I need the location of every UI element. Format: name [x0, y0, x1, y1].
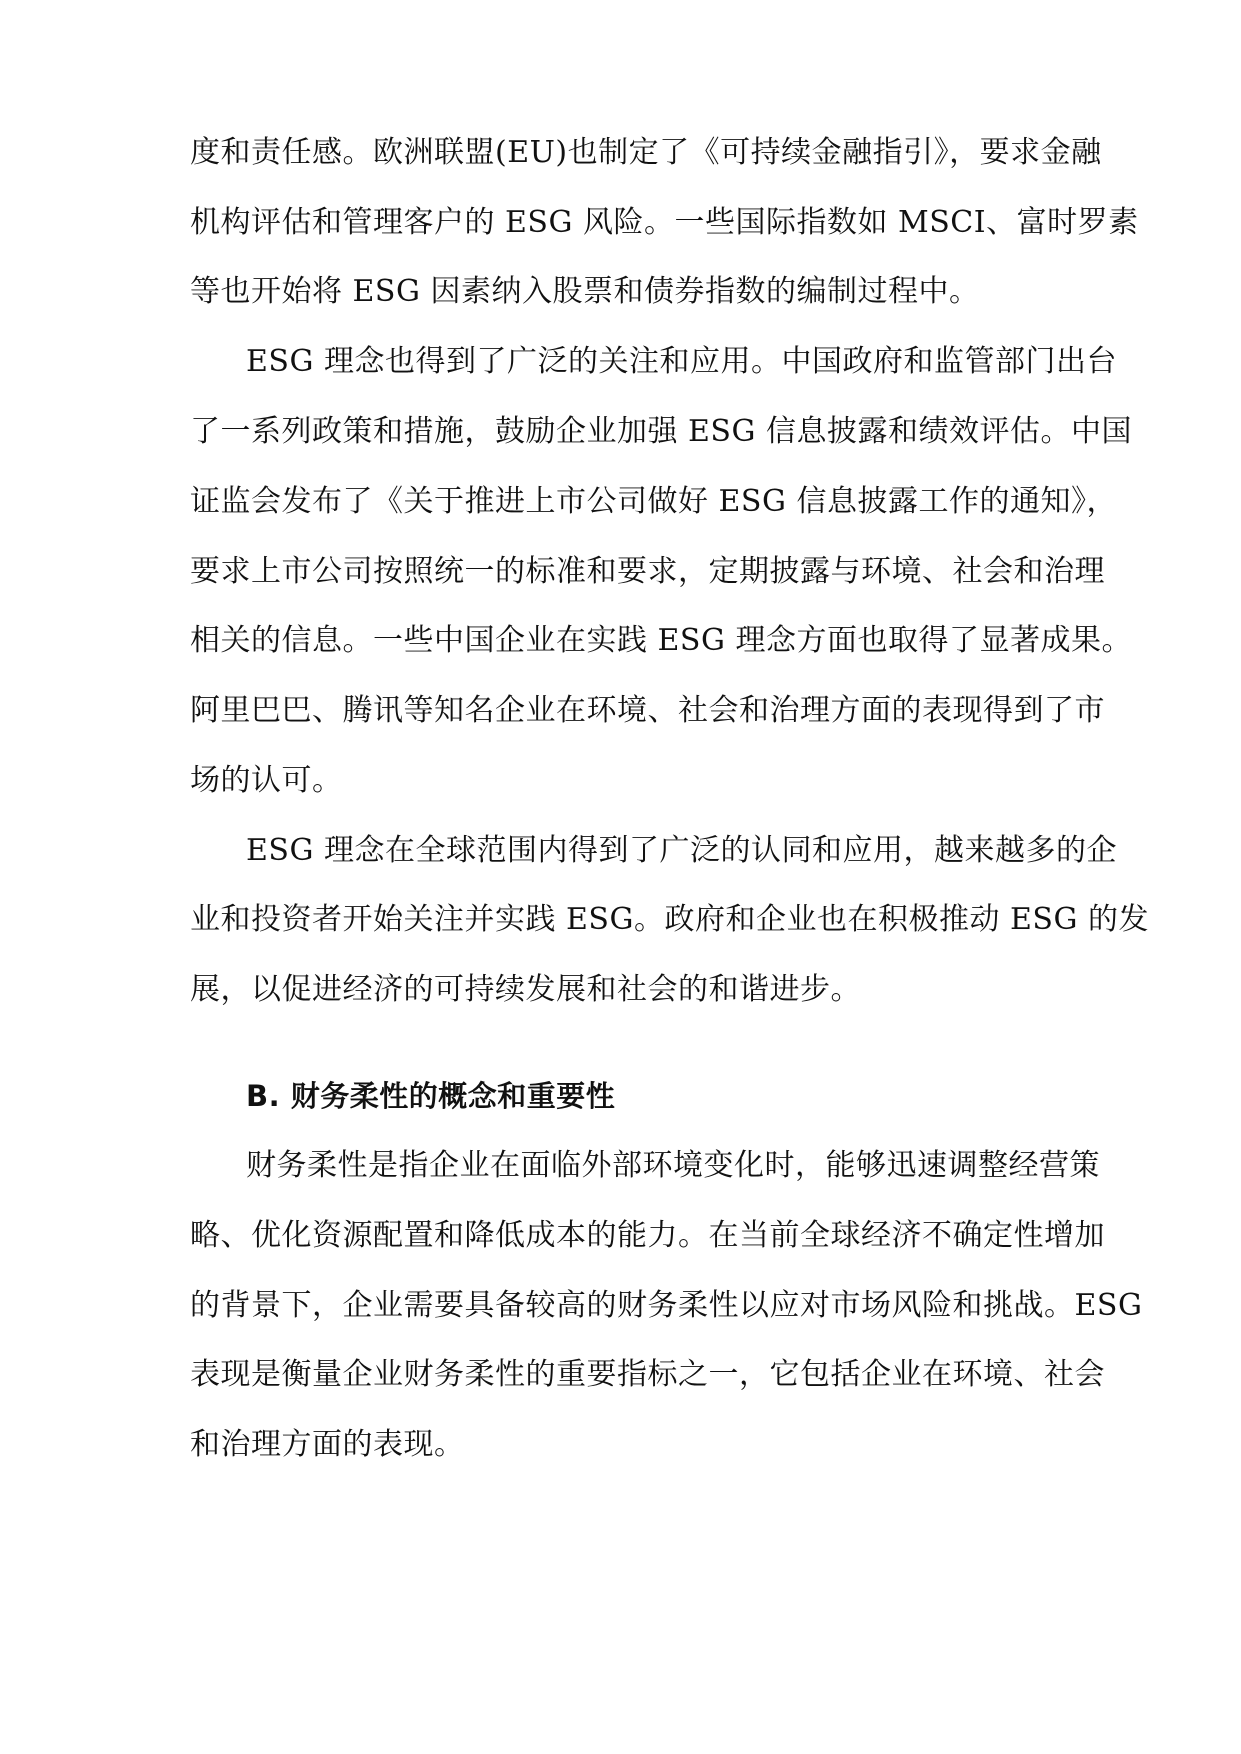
section-paragraph-line-2: 略、优化资源配置和降低成本的能力。在当前全球经济不确定性增加	[190, 1218, 1105, 1253]
paragraph-2-line-7: 场的认可。	[190, 763, 343, 798]
paragraph-1-line-1: 度和责任感。欧洲联盟(EU)也制定了《可持续金融指引》，要求金融	[190, 135, 1102, 170]
paragraph-2-line-4: 要求上市公司按照统一的标准和要求，定期披露与环境、社会和治理	[190, 554, 1105, 589]
paragraph-3-line-3: 展，以促进经济的可持续发展和社会的和谐进步。	[190, 972, 861, 1007]
paragraph-2-line-3: 证监会发布了《关于推进上市公司做好 ESG 信息披露工作的通知》，	[190, 484, 1117, 519]
paragraph-2-line-5: 相关的信息。一些中国企业在实践 ESG 理念方面也取得了显著成果。	[190, 623, 1132, 658]
section-paragraph-line-4: 表现是衡量企业财务柔性的重要指标之一，它包括企业在环境、社会	[190, 1357, 1105, 1392]
paragraph-2-line-6: 阿里巴巴、腾讯等知名企业在环境、社会和治理方面的表现得到了市	[190, 693, 1105, 728]
paragraph-3-line-2: 业和投资者开始关注并实践 ESG。政府和企业也在积极推动 ESG 的发	[190, 902, 1149, 937]
section-paragraph-line-3: 的背景下，企业需要具备较高的财务柔性以应对市场风险和挑战。ESG	[190, 1288, 1143, 1323]
paragraph-2-line-1: ESG 理念也得到了广泛的关注和应用。中国政府和监管部门出台	[246, 344, 1117, 379]
paragraph-3-line-1: ESG 理念在全球范围内得到了广泛的认同和应用，越来越多的企	[246, 833, 1117, 868]
paragraph-2-line-2: 了一系列政策和措施，鼓励企业加强 ESG 信息披露和绩效评估。中国	[190, 414, 1132, 449]
paragraph-1-line-2: 机构评估和管理客户的 ESG 风险。一些国际指数如 MSCI、富时罗素	[190, 205, 1139, 240]
section-paragraph-line-5: 和治理方面的表现。	[190, 1427, 465, 1462]
section-paragraph-line-1: 财务柔性是指企业在面临外部环境变化时，能够迅速调整经营策	[246, 1148, 1100, 1183]
section-heading: B. 财务柔性的概念和重要性	[246, 1079, 616, 1113]
paragraph-1-line-3: 等也开始将 ESG 因素纳入股票和债券指数的编制过程中。	[190, 274, 980, 309]
